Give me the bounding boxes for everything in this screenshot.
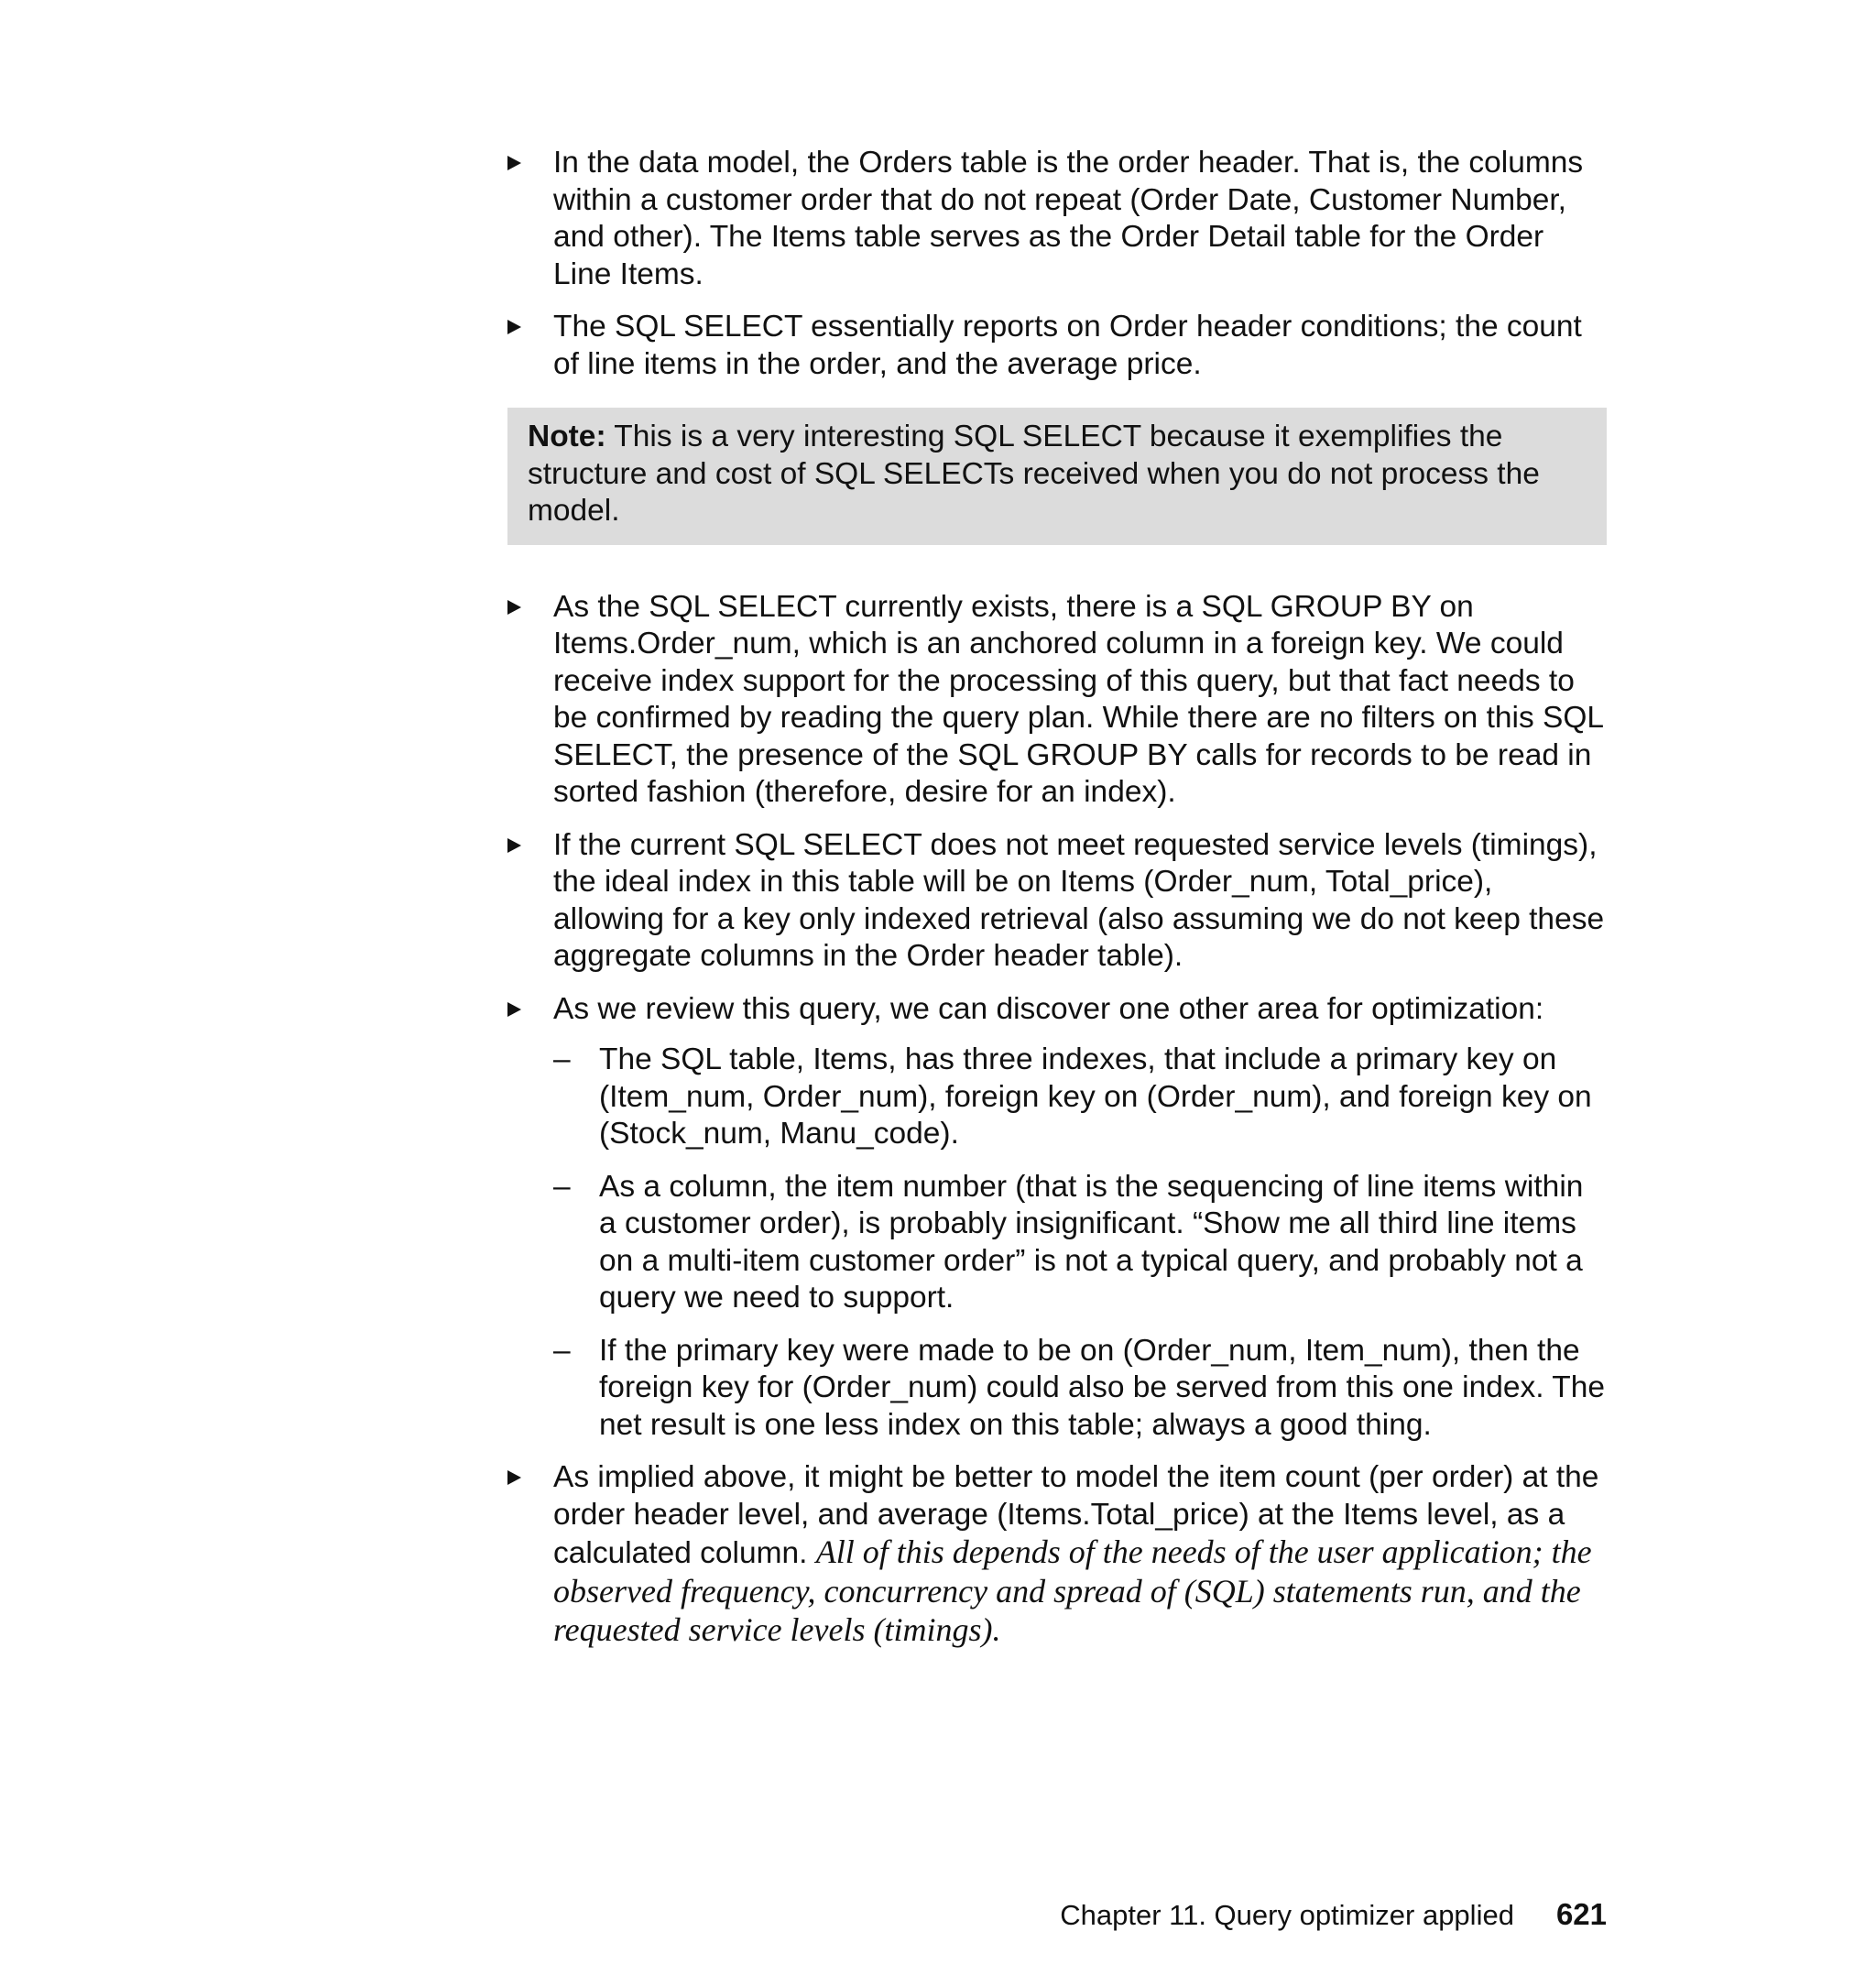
list-item-text: If the current SQL SELECT does not meet requested service levels (timings), the ideal index in this table will be on Items (Order_num, Total_price), allowing for a key only indexed retrieval (also assuming we do not keep these aggregate columns in the Order header table).	[553, 827, 1605, 973]
triangle-bullet-icon	[507, 156, 521, 170]
sub-list-item	[553, 1333, 1607, 1445]
list-item-text: As the SQL SELECT currently exists, there is a SQL GROUP BY on Items.Order_num, which is an anchored column in a foreign key. We could receive index support for the processing of this query, but that fact needs to be confirmed by reading the query plan. While there are no filters on this SQL SELECT, the presence of the SQL GROUP BY calls for records to be read in sorted fashion (therefore, desire for an index).	[553, 589, 1603, 809]
list-item-text: As we review this query, we can discover one other area for optimization:	[553, 991, 1544, 1026]
sub-list-item	[553, 1169, 1607, 1317]
sub-list-item-text: As a column, the item number (that is the sequencing of line items within a customer order), is probably insignificant. “Show me all third line items on a multi-item customer order” is not a typical query, and probably not a query we need to support.	[599, 1169, 1584, 1315]
page-number: 621	[1555, 1897, 1607, 1931]
list-item	[507, 1459, 1607, 1651]
list-item-text: The SQL SELECT essentially reports on Order header conditions; the count of line items in the order, and the average price.	[553, 310, 1582, 381]
sub-list-item-text: The SQL table, Items, has three indexes, that include a primary key on (Item_num, Order_num), foreign key on (Order_num), and foreign key on (Stock_num, Manu_code).	[599, 1042, 1592, 1151]
list-item-text: In the data model, the Orders table is the order header. That is, the columns within a customer order that do not repeat (Order Date, Customer Number, and other). The Items table serves as the Order Detail table for the Order Line Items.	[553, 146, 1584, 291]
list-item-text: As implied above, it might be better to model the item count (per order) at the order header level, and average (Items.Total_price) at the Items level, as a calculated column.	[553, 1460, 1599, 1570]
page-body	[507, 145, 1607, 1666]
sub-list-item-text: If the primary key were made to be on (Order_num, Item_num), then the foreign key for (Order_num) could also be served from this one index. The net result is one less index on this table; always a good thing.	[599, 1333, 1605, 1442]
note-label: Note:	[528, 420, 606, 453]
dash-marker: –	[553, 1333, 571, 1368]
list-item	[507, 145, 1607, 293]
triangle-bullet-icon	[507, 320, 521, 334]
list-item	[507, 991, 1607, 1445]
sub-list	[553, 1042, 1607, 1444]
list-item	[507, 589, 1607, 812]
page-footer	[1060, 1896, 1607, 1934]
triangle-bullet-icon	[507, 600, 521, 615]
list-item	[507, 309, 1607, 383]
italic-emphasis-text: All of this depends of the needs of the user application; the observed frequency, concurrency and spread of (SQL) statements run, and the requested service levels (timings).	[553, 1533, 1592, 1648]
note-text: This is a very interesting SQL SELECT because it exemplifies the structure and cost of SQL SELECTs received when you do not process the model.	[528, 420, 1540, 528]
triangle-bullet-icon	[507, 1002, 521, 1017]
triangle-bullet-icon	[507, 838, 521, 853]
triangle-bullet-icon	[507, 1470, 521, 1485]
chapter-title: Chapter 11. Query optimizer applied	[1060, 1899, 1514, 1931]
sub-list-item	[553, 1042, 1607, 1153]
dash-marker: –	[553, 1042, 571, 1076]
list-item	[507, 827, 1607, 976]
dash-marker: –	[553, 1169, 571, 1204]
note-box	[507, 408, 1607, 545]
